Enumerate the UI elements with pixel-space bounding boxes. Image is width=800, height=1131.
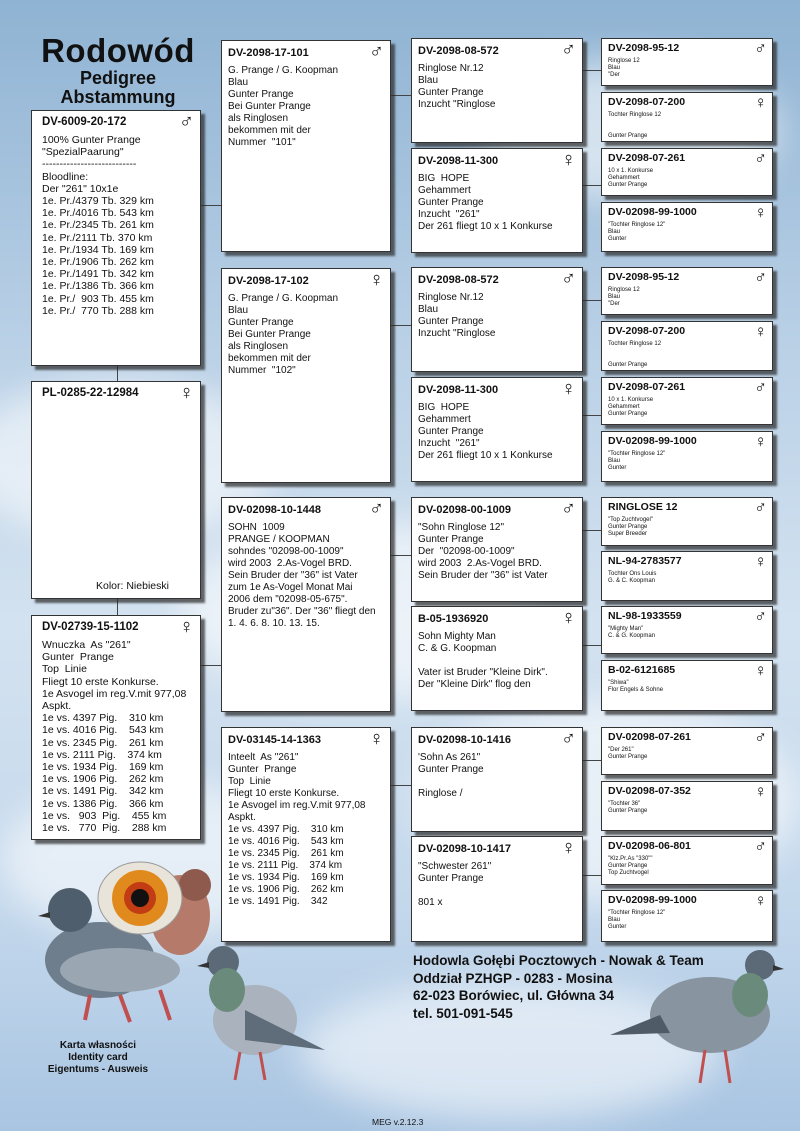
gen3-box bbox=[601, 92, 773, 142]
subject-details: 100% Gunter Prange "SpezialPaarung" --------------------------- Bloodline: Der "261" 10x1e 1e. Pr./4379 Tb. 329 km 1e. Pr./4016 Tb. 543 km 1e. Pr./2345 Tb. 261 km 1e. Pr./2111 Tb. 370 km 1e. Pr./1934 Tb. 169 km 1e. Pr./1906 Tb. 262 km 1e. Pr./1491 Tb. 342 km 1e. Pr./1386 Tb. 366 km 1e. Pr./ 903 Tb. 455 km 1e. Pr./ 770 Tb. 288 km bbox=[42, 134, 154, 317]
gen2-box bbox=[411, 836, 583, 942]
details: Sohn Mighty Man C. & G. Koopman Vater ist Bruder "Kleine Dirk". Der "Kleine Dirk" flog den bbox=[418, 631, 548, 690]
female-icon: ♀ bbox=[754, 432, 767, 451]
gen2-box bbox=[411, 727, 583, 832]
ring-id: DV-02098-06-801 bbox=[608, 840, 691, 852]
male-icon: ♂ bbox=[561, 39, 576, 61]
breeder-name: Hodowla Gołębi Pocztowych - Nowak & Team bbox=[413, 953, 704, 968]
gen3-box bbox=[601, 267, 773, 315]
details: SOHN 1009 PRANGE / KOOPMAN sohndes "02098-00-1009" wird 2003 2.As-Vogel BRD. Sein Bruder der "36" ist Vater zum 1e As-Vogel Monat Mai 2006 dem "02098-05-675". Bruder zu"36". Der "36" fliegt den 1. 4. 6. 8. 10. 13. 15. bbox=[228, 522, 376, 629]
connector bbox=[390, 325, 412, 326]
details: Tochter Ons Louis G. & C. Koopman bbox=[608, 571, 657, 584]
dam-details: Wnuczka As "261" Gunter Prange Top Linie Fliegt 10 erste Konkurse. 1e Asvogel im reg.V.mit 977,08 Aspkt. 1e vs. 4397 Pig. 310 km 1e vs. 4016 Pig. 543 km 1e vs. 2345 Pig. 261 km 1e vs. 2111 Pig. 374 km 1e vs. 1934 Pig. 169 km 1e vs. 1906 Pig. 262 km 1e vs. 1491 Pig. 342 km 1e vs. 1386 Pig. 366 km 1e vs. 903 Pig. 455 km 1e vs. 770 Pig. 288 km bbox=[42, 639, 187, 835]
ring-id: DV-2098-07-200 bbox=[608, 325, 686, 337]
details: Ringlose 12 Blau "Der bbox=[608, 58, 640, 78]
gen3-box bbox=[601, 727, 773, 775]
details: Tochter Ringlose 12 Gunter Prange bbox=[608, 112, 662, 139]
version-label: MEG v.2.12.3 bbox=[372, 1117, 424, 1127]
gen2-box bbox=[411, 148, 583, 253]
details: Tochter Ringlose 12 Gunter Prange bbox=[608, 341, 662, 368]
pigeon-illustration-center bbox=[185, 940, 335, 1090]
title-abstammung: Abstammung bbox=[60, 87, 176, 107]
details: "Sohn Ringlose 12" Gunter Prange Der "02098-00-1009" wird 2003 2.As-Vogel BRD. Sein Bruder der "36" ist Vater bbox=[418, 522, 548, 581]
breeder-branch: Oddział PZHGP - 0283 - Mosina bbox=[413, 970, 613, 986]
details: BIG HOPE Gehammert Gunter Prange Inzucht "261" Der 261 fliegt 10 x 1 Konkurse bbox=[418, 402, 553, 461]
gen1-box bbox=[221, 497, 391, 712]
gen2-box bbox=[411, 377, 583, 482]
details: "Tochter 36" Gunter Prange bbox=[608, 801, 648, 814]
gen3-box bbox=[601, 321, 773, 371]
details: "Schwester 261" Gunter Prange 801 x bbox=[418, 861, 492, 908]
male-icon: ♂ bbox=[369, 41, 384, 63]
connector bbox=[582, 415, 602, 416]
female-icon: ♀ bbox=[754, 661, 767, 680]
gen1-box bbox=[221, 727, 391, 942]
details: "Tochter Ringlose 12" Blau Gunter bbox=[608, 222, 666, 242]
gen3-box bbox=[601, 836, 773, 885]
gen3-box bbox=[601, 551, 773, 601]
ring-id: DV-02098-99-1000 bbox=[608, 206, 697, 218]
dam-ring-id: DV-02739-15-1102 bbox=[42, 621, 139, 633]
connector bbox=[582, 70, 602, 71]
details: G. Prange / G. Koopman Blau Gunter Prange Bei Gunter Prange als Ringlosen bekommen mit der Nummer "101" bbox=[228, 65, 339, 148]
ring-id: NL-94-2783577 bbox=[608, 555, 682, 567]
owner-ring-id: PL-0285-22-12984 bbox=[42, 387, 139, 399]
female-icon: ♀ bbox=[754, 782, 767, 801]
details: "Tochter Ringlose 12" Blau Gunter bbox=[608, 910, 666, 930]
ring-id: DV-02098-99-1000 bbox=[608, 435, 697, 447]
female-icon: ♀ bbox=[754, 203, 767, 222]
female-icon: ♀ bbox=[561, 607, 576, 629]
connector bbox=[582, 645, 602, 646]
male-icon: ♂ bbox=[754, 149, 767, 168]
details: Ringlose Nr.12 Blau Gunter Prange Inzucht "Ringlose bbox=[418, 63, 496, 110]
gen1-box bbox=[221, 40, 391, 252]
gen3-box bbox=[601, 660, 773, 711]
ring-id: DV-2098-08-572 bbox=[418, 45, 499, 57]
ring-id: DV-02098-10-1416 bbox=[418, 734, 511, 746]
female-icon: ♀ bbox=[561, 837, 576, 859]
connector bbox=[117, 597, 118, 617]
ring-id: DV-02098-07-261 bbox=[608, 731, 691, 743]
connector bbox=[200, 665, 222, 666]
details: 10 x 1. Konkurse Gehammert Gunter Prange bbox=[608, 168, 654, 188]
gen1-box bbox=[221, 268, 391, 483]
ring-id: DV-02098-07-352 bbox=[608, 785, 691, 797]
male-icon: ♂ bbox=[369, 498, 384, 520]
gen3-box bbox=[601, 497, 773, 546]
female-icon: ♀ bbox=[369, 728, 384, 750]
female-icon: ♀ bbox=[754, 891, 767, 910]
gen3-box bbox=[601, 606, 773, 654]
details: 10 x 1. Konkurse Gehammert Gunter Prange bbox=[608, 397, 654, 417]
male-icon: ♂ bbox=[561, 728, 576, 750]
owner-box bbox=[31, 381, 201, 599]
female-icon: ♀ bbox=[754, 93, 767, 112]
details: "Mighty Man" C. & G. Koopman bbox=[608, 626, 656, 639]
gen3-box bbox=[601, 202, 773, 252]
gen3-box bbox=[601, 38, 773, 86]
details: "Tochter Ringlose 12" Blau Gunter bbox=[608, 451, 666, 471]
female-icon: ♀ bbox=[369, 269, 384, 291]
female-icon: ♀ bbox=[561, 149, 576, 171]
ring-id: DV-2098-07-261 bbox=[608, 381, 686, 393]
gen2-box bbox=[411, 38, 583, 143]
ring-id: DV-02098-10-1448 bbox=[228, 504, 321, 516]
subject-box bbox=[31, 110, 201, 366]
female-icon: ♀ bbox=[561, 378, 576, 400]
connector bbox=[582, 185, 602, 186]
male-icon: ♂ bbox=[754, 837, 767, 856]
ring-id: NL-98-1933559 bbox=[608, 610, 682, 622]
page-title bbox=[28, 34, 208, 106]
ring-id: B-02-6121685 bbox=[608, 664, 676, 676]
male-icon: ♂ bbox=[179, 111, 194, 133]
ring-id: DV-2098-07-261 bbox=[608, 152, 686, 164]
male-icon: ♂ bbox=[754, 268, 767, 287]
ring-id: DV-02098-10-1417 bbox=[418, 843, 511, 855]
male-icon: ♂ bbox=[561, 498, 576, 520]
male-icon: ♂ bbox=[754, 607, 767, 626]
details: "Shiwa" Flor Engels & Sohne bbox=[608, 680, 664, 693]
breeder-address: 62-023 Borówiec, ul. Główna 34 bbox=[413, 988, 615, 1003]
connector bbox=[390, 95, 412, 96]
ring-id: DV-2098-11-300 bbox=[418, 384, 499, 396]
ring-id: B-05-1936920 bbox=[418, 613, 489, 625]
connector bbox=[582, 530, 602, 531]
breeder-phone: tel. 501-091-545 bbox=[413, 1005, 513, 1021]
details: Inteelt As "261" Gunter Prange Top Linie Fliegt 10 erste Konkurse. 1e Asvogel im reg.V.mit 977,08 Aspkt. 1e vs. 4397 Pig. 310 km 1e vs. 4016 Pig. 543 km 1e vs. 2345 Pig. 261 km 1e vs. 2111 Pig. 374 km 1e vs. 1934 Pig. 169 km 1e vs. 1906 Pig. 262 km 1e vs. 1491 Pig. 342 bbox=[228, 752, 366, 907]
ring-id: DV-2098-95-12 bbox=[608, 42, 680, 54]
connector bbox=[390, 785, 412, 786]
ring-id: DV-2098-95-12 bbox=[608, 271, 680, 283]
gen3-box bbox=[601, 431, 773, 482]
details: "Top Zuchtvogel" Gunter Prange Super Breeder bbox=[608, 517, 653, 537]
gen2-box bbox=[411, 606, 583, 711]
female-icon: ♀ bbox=[179, 382, 194, 404]
connector bbox=[582, 760, 602, 761]
ring-id: DV-2098-17-101 bbox=[228, 47, 309, 59]
details: BIG HOPE Gehammert Gunter Prange Inzucht "261" Der 261 fliegt 10 x 1 Konkurse bbox=[418, 173, 553, 232]
details: "Der 261" Gunter Prange bbox=[608, 747, 648, 760]
ring-id: DV-2098-08-572 bbox=[418, 274, 499, 286]
gen3-box bbox=[601, 890, 773, 942]
male-icon: ♂ bbox=[754, 728, 767, 747]
connector bbox=[390, 555, 412, 556]
connector bbox=[200, 205, 222, 206]
title-rodowod: Rodowód bbox=[41, 32, 195, 69]
card-line-pl: Karta własności bbox=[59, 1040, 137, 1051]
gen2-box bbox=[411, 497, 583, 602]
ring-id: DV-2098-17-102 bbox=[228, 275, 309, 287]
gen3-box bbox=[601, 377, 773, 425]
male-icon: ♂ bbox=[561, 268, 576, 290]
identity-card-label bbox=[38, 1040, 158, 1076]
female-icon: ♀ bbox=[754, 552, 767, 571]
details: 'Sohn As 261" Gunter Prange Ringlose / bbox=[418, 752, 484, 799]
gen3-box bbox=[601, 781, 773, 831]
connector bbox=[582, 300, 602, 301]
ring-id: DV-2098-07-200 bbox=[608, 96, 686, 108]
title-pedigree: Pedigree bbox=[79, 68, 157, 88]
gen2-box bbox=[411, 267, 583, 372]
gen3-box bbox=[601, 148, 773, 196]
connector bbox=[582, 875, 602, 876]
ring-id: RINGLOSE 12 bbox=[608, 501, 678, 513]
details: G. Prange / G. Koopman Blau Gunter Prange Bei Gunter Prange als Ringlosen bekommen mit der Nummer "102" bbox=[228, 293, 339, 376]
ring-id: DV-2098-11-300 bbox=[418, 155, 499, 167]
color-label: Kolor: Niebieski bbox=[96, 580, 169, 592]
details: Ringlose Nr.12 Blau Gunter Prange Inzucht "Ringlose bbox=[418, 292, 496, 339]
ring-id: DV-02098-99-1000 bbox=[608, 894, 697, 906]
ring-id: DV-02098-00-1009 bbox=[418, 504, 511, 516]
male-icon: ♂ bbox=[754, 378, 767, 397]
female-icon: ♀ bbox=[754, 322, 767, 341]
male-icon: ♂ bbox=[754, 498, 767, 517]
card-line-de: Eigentums - Ausweis bbox=[47, 1064, 149, 1075]
male-icon: ♂ bbox=[754, 39, 767, 58]
female-icon: ♀ bbox=[179, 616, 194, 638]
subject-ring-id: DV-6009-20-172 bbox=[42, 116, 127, 128]
ring-id: DV-03145-14-1363 bbox=[228, 734, 321, 746]
dam-box bbox=[31, 615, 201, 840]
details: Ringlose 12 Blau "Der bbox=[608, 287, 640, 307]
details: "Klz.Pr.As "330"" Gunter Prange Top Zuchtvogel bbox=[608, 856, 653, 876]
breeder-contact bbox=[413, 952, 704, 1022]
card-line-en: Identity card bbox=[68, 1052, 128, 1063]
